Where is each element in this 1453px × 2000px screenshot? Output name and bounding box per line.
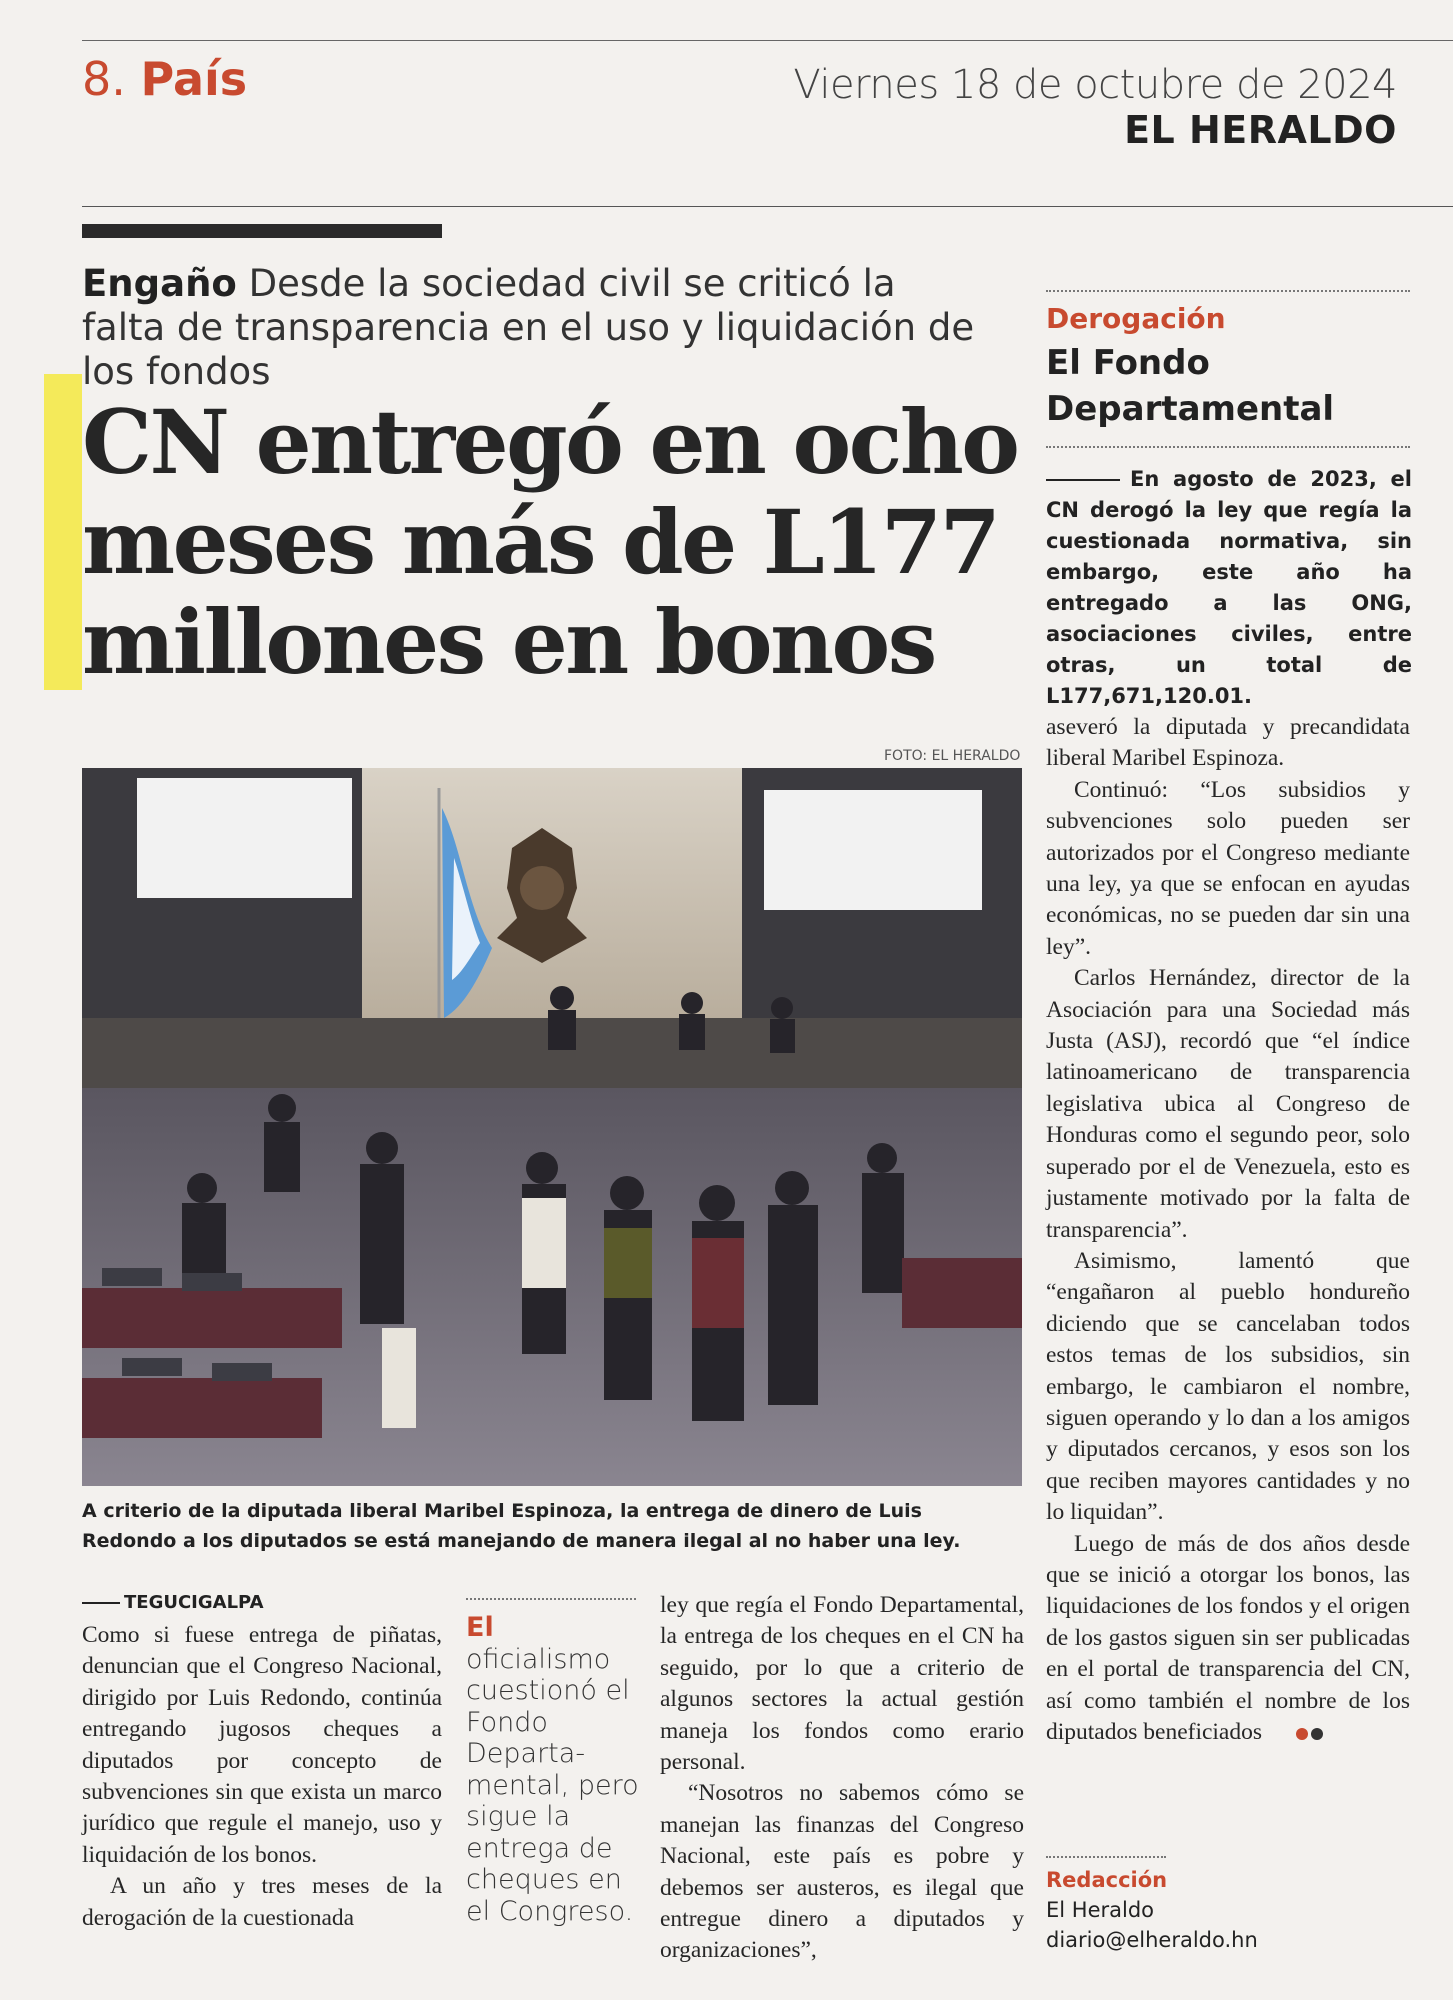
pull-quote-text: oficialismo cuestionó el Fondo Departa-mental, pero sigue la entrega de cheques en el Congreso. (466, 1643, 639, 1927)
dateline-dash (82, 1602, 120, 1604)
end-dot-dark (1311, 1728, 1323, 1740)
pull-quote (466, 1612, 646, 1927)
col3-paragraph-1: ley que regía el Fondo Departamental, la entrega de los cheques en el CN ha seguido, por lo que a criterio de algunos sectores la actual gestión maneja los fondos como erario personal. (660, 1592, 1024, 1776)
header-top-rule (82, 40, 1453, 41)
sidebar-body (1046, 464, 1412, 712)
issue-date: Viernes 18 de octubre de 2024 (793, 62, 1397, 108)
col4-paragraph-4: Asimismo, lamentó que “engañaron al pueblo hondureño diciendo que se cancelaban todos estos temas de los subsidios, sin embargo, le cambiaron el nombre, siguen operando y lo dan a los amigos y diputados cercanos, y esos son los que reciben mayores cantidades y no lo liquidan”. (1046, 1247, 1410, 1526)
dateline-text: TEGUCIGALPA (124, 1592, 264, 1613)
highlighter-mark (44, 374, 82, 690)
col4-paragraph-5-text: Luego de más de dos años desde que se inició a otorgar los bonos, las liquidaciones de los fondos y el origen de los gastos siguen sin ser publicadas en el portal de transparencia del CN, así como también el nombre de los diputados beneficiados (1046, 1530, 1410, 1745)
sidebar-kicker: Derogación (1046, 302, 1226, 335)
kicker-bar (82, 224, 442, 238)
headline: CN entregó en ocho meses más de L177 millones en bonos (82, 390, 1018, 694)
sidebar-title: El Fondo Departamental (1046, 343, 1335, 429)
body-column-1 (82, 1620, 442, 1934)
congress-photo (82, 768, 1022, 1486)
byline-divider (1046, 1856, 1166, 1858)
sidebar-body-text: En agosto de 2023, el CN derogó la ley que regía la cuestionada normativa, sin embargo, este año ha entregado a las ONG, asociaciones civiles, entre otras, un total de L177,671,120.01. (1046, 467, 1412, 708)
col4-paragraph-1: aseveró la diputada y precandidata liberal Maribel Espinoza. (1046, 714, 1410, 772)
col3-paragraph-2: “Nosotros no sabemos cómo se manejan las finanzas del Congreso Nacional, este país es pobre y debemos ser austeros, es ilegal que entregue dinero a diputados y organizaciones”, (660, 1780, 1024, 1964)
congress-chamber-illustration (82, 768, 1022, 1486)
col1-paragraph-1: Como si fuese entrega de piñatas, denuncian que el Congreso Nacional, dirigido por Luis Redondo, continúa entregando jugosos cheques a diputados por concepto de subvenciones sin que exista un marco jurídico que regule el manejo, uso y liquidación de los bonos. (82, 1622, 442, 1868)
section-label (82, 52, 247, 106)
byline-name: El Heraldo (1046, 1898, 1155, 1922)
sidebar-top-divider (1046, 290, 1410, 292)
body-column-4 (1046, 712, 1410, 1748)
end-dot-red (1296, 1728, 1308, 1740)
section-name: País (140, 52, 248, 106)
dateline (82, 1592, 264, 1613)
sidebar-mid-divider (1046, 446, 1410, 448)
col4-paragraph-2: Continuó: “Los subsidios y subvenciones solo pueden ser autorizados por el Congreso mediante una ley, ya que se enfocan en ayudas económicas, no se pueden dar sin una ley”. (1046, 776, 1410, 960)
sidebar-dash (1046, 479, 1120, 481)
pull-quote-first-word: El (466, 1612, 494, 1643)
kicker (82, 262, 982, 394)
photo-caption: A criterio de la diputada liberal Maribel Espinoza, la entrega de dinero de Luis Redondo a los diputados se está manejando de manera ilegal al no haber una ley. (82, 1500, 961, 1552)
body-column-3 (660, 1590, 1024, 1967)
pull-quote-divider (466, 1598, 636, 1600)
kicker-label: Engaño (82, 262, 237, 305)
byline-label: Redacción (1046, 1868, 1168, 1892)
header-bottom-rule (82, 206, 1453, 207)
col1-paragraph-2: A un año y tres meses de la derogación de la cuestionada (82, 1873, 442, 1931)
col4-paragraph-3: Carlos Hernández, director de la Asociación para una Sociedad más Justa (ASJ), recordó que “el índice latinoamericano de transparencia legislativa ubica al Congreso de Honduras como el segundo peor, solo superado por el de Venezuela, esto es justamente motivado por la falta de transparencia”. (1046, 965, 1410, 1243)
col4-paragraph-5 (1046, 1529, 1410, 1749)
section-number: 8. (82, 52, 126, 106)
newspaper-name: EL HERALDO (1124, 108, 1397, 152)
end-mark (1268, 1717, 1326, 1748)
photo-credit: FOTO: EL HERALDO (884, 748, 1021, 764)
byline-email: diario@elheraldo.hn (1046, 1928, 1258, 1952)
kicker-text: Desde la sociedad civil se criticó la falta de transparencia en el uso y liquidación de los fondos (82, 262, 975, 393)
